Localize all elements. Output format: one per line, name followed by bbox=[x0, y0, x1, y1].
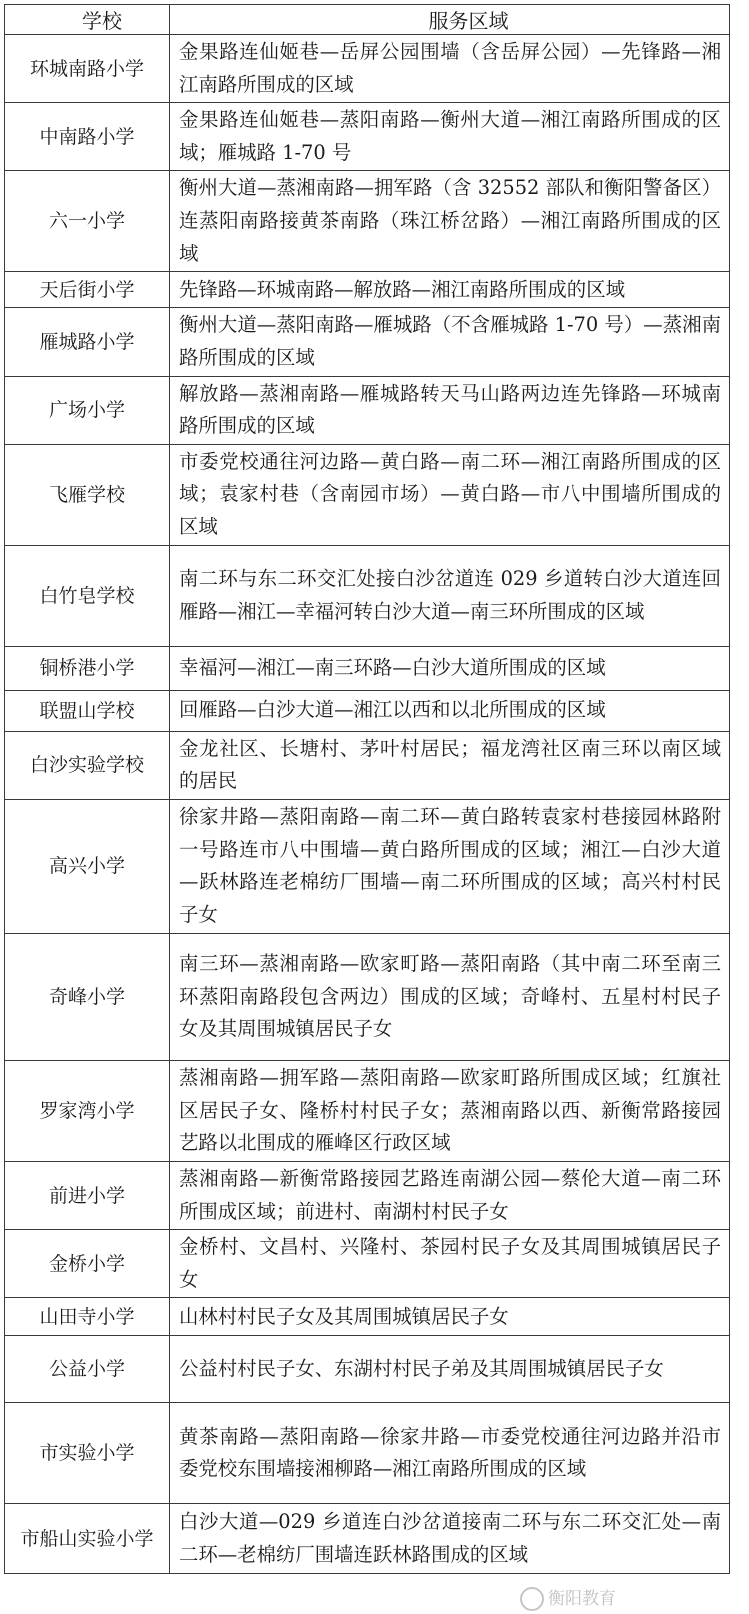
school-name: 市船山实验小学 bbox=[5, 1504, 170, 1574]
service-area: 徐家井路—蒸阳南路—南二环—黄白路转袁家村巷接园林路附一号路连市八中围墙—黄白路所围成的区域；湘江—白沙大道—跃林路连老棉纺厂围墙—南二环所围成的区域；高兴村村民子女 bbox=[170, 799, 730, 933]
school-name: 天后街小学 bbox=[5, 272, 170, 308]
table-row bbox=[5, 1403, 730, 1504]
school-name: 铜桥港小学 bbox=[5, 646, 170, 690]
service-area: 金龙社区、长塘村、茅叶村居民；福龙湾社区南三环以南区域的居民 bbox=[170, 731, 730, 799]
service-area: 南二环与东二环交汇处接白沙岔道连 029 乡道转白沙大道连回雁路—湘江—幸福河转白沙大道—南三环所围成的区域 bbox=[170, 545, 730, 646]
service-area: 解放路—蒸湘南路—雁城路转天马山路两边连先锋路—环城南路所围成的区域 bbox=[170, 376, 730, 444]
wechat-logo-icon bbox=[520, 1587, 544, 1611]
service-area: 衡州大道—蒸阳南路—雁城路（不含雁城路 1-70 号）—蒸湘南路所围成的区域 bbox=[170, 308, 730, 376]
school-name: 高兴小学 bbox=[5, 799, 170, 933]
school-name: 飞雁学校 bbox=[5, 444, 170, 545]
table-row bbox=[5, 690, 730, 731]
account-watermark bbox=[520, 1584, 710, 1608]
table-row bbox=[5, 731, 730, 799]
service-area: 市委党校通往河边路—黄白路—南二环—湘江南路所围成的区域；袁家村巷（含南园市场）—黄白路—市八中围墙所围成的区域 bbox=[170, 444, 730, 545]
service-area: 蒸湘南路—拥军路—蒸阳南路—欧家町路所围成区域；红旗社区居民子女、隆桥村村民子女；蒸湘南路以西、新衡常路接园艺路以北围成的雁峰区行政区域 bbox=[170, 1060, 730, 1161]
service-area-table bbox=[4, 4, 730, 1574]
table-row bbox=[5, 1060, 730, 1161]
table-row bbox=[5, 376, 730, 444]
table-row bbox=[5, 1161, 730, 1229]
school-name: 白竹皂学校 bbox=[5, 545, 170, 646]
table-row bbox=[5, 545, 730, 646]
table-row bbox=[5, 1230, 730, 1298]
table-row bbox=[5, 171, 730, 272]
school-name: 联盟山学校 bbox=[5, 690, 170, 731]
school-name: 广场小学 bbox=[5, 376, 170, 444]
service-area: 幸福河—湘江—南三环路—白沙大道所围成的区域 bbox=[170, 646, 730, 690]
service-area: 山林村村民子女及其周围城镇居民子女 bbox=[170, 1298, 730, 1336]
school-name: 中南路小学 bbox=[5, 103, 170, 171]
service-area: 回雁路—白沙大道—湘江以西和以北所围成的区域 bbox=[170, 690, 730, 731]
table-header-row bbox=[5, 5, 730, 35]
table-row bbox=[5, 35, 730, 103]
header-service-area: 服务区域 bbox=[170, 5, 730, 35]
service-area: 金桥村、文昌村、兴隆村、茶园村民子女及其周围城镇居民子女 bbox=[170, 1230, 730, 1298]
service-area: 金果路连仙姬巷—岳屏公园围墙（含岳屏公园）—先锋路—湘江南路所围成的区域 bbox=[170, 35, 730, 103]
table-row bbox=[5, 933, 730, 1060]
school-name: 雁城路小学 bbox=[5, 308, 170, 376]
table-row bbox=[5, 1298, 730, 1336]
school-name: 六一小学 bbox=[5, 171, 170, 272]
school-name: 公益小学 bbox=[5, 1336, 170, 1403]
school-name: 罗家湾小学 bbox=[5, 1060, 170, 1161]
service-area: 金果路连仙姬巷—蒸阳南路—衡州大道—湘江南路所围成的区域；雁城路 1-70 号 bbox=[170, 103, 730, 171]
table-row bbox=[5, 799, 730, 933]
header-school: 学校 bbox=[5, 5, 170, 35]
table-row bbox=[5, 103, 730, 171]
service-area: 公益村村民子女、东湖村村民子弟及其周围城镇居民子女 bbox=[170, 1336, 730, 1403]
table-row bbox=[5, 308, 730, 376]
school-name: 奇峰小学 bbox=[5, 933, 170, 1060]
table-row bbox=[5, 646, 730, 690]
table-row bbox=[5, 1336, 730, 1403]
table-row bbox=[5, 272, 730, 308]
table-row bbox=[5, 444, 730, 545]
service-area: 先锋路—环城南路—解放路—湘江南路所围成的区域 bbox=[170, 272, 730, 308]
service-area: 衡州大道—蒸湘南路—拥军路（含 32552 部队和衡阳警备区）连蒸阳南路接黄茶南路（珠江桥岔路）—湘江南路所围成的区域 bbox=[170, 171, 730, 272]
school-name: 白沙实验学校 bbox=[5, 731, 170, 799]
table-row bbox=[5, 1504, 730, 1574]
school-name: 市实验小学 bbox=[5, 1403, 170, 1504]
service-area: 南三环—蒸湘南路—欧家町路—蒸阳南路（其中南二环至南三环蒸阳南路段包含两边）围成的区域；奇峰村、五星村村民子女及其周围城镇居民子女 bbox=[170, 933, 730, 1060]
school-name: 金桥小学 bbox=[5, 1230, 170, 1298]
school-name: 前进小学 bbox=[5, 1161, 170, 1229]
watermark-text: 衡阳教育 bbox=[548, 1589, 616, 1609]
service-area: 白沙大道—029 乡道连白沙岔道接南二环与东二环交汇处—南二环—老棉纺厂围墙连跃林路围成的区域 bbox=[170, 1504, 730, 1574]
school-name: 山田寺小学 bbox=[5, 1298, 170, 1336]
service-area: 黄茶南路—蒸阳南路—徐家井路—市委党校通往河边路并沿市委党校东围墙接湘柳路—湘江南路所围成的区域 bbox=[170, 1403, 730, 1504]
service-area: 蒸湘南路—新衡常路接园艺路连南湖公园—蔡伦大道—南二环所围成区域；前进村、南湖村村民子女 bbox=[170, 1161, 730, 1229]
school-name: 环城南路小学 bbox=[5, 35, 170, 103]
